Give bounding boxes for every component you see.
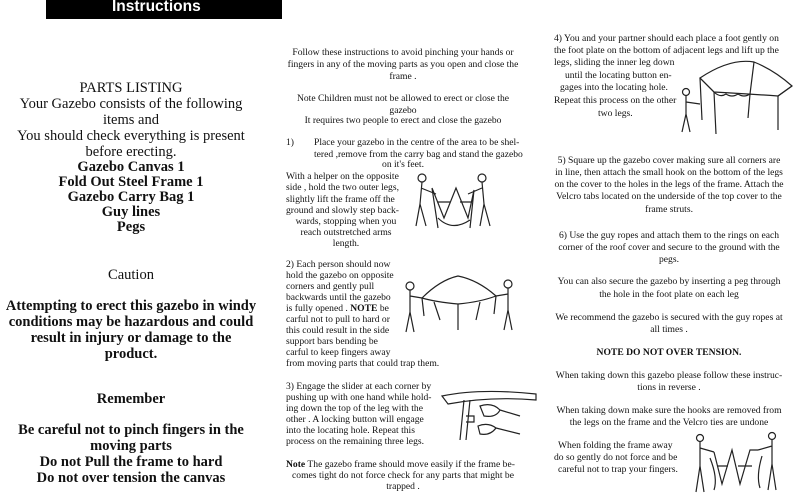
remember-line-4: Do not over tension the canvas xyxy=(36,470,226,486)
recommend-line-1: We recommend the gazebo is secured with the guy ropes at xyxy=(555,312,783,323)
also-line-1: You can also secure the gazebo by inserting a peg through xyxy=(557,276,781,287)
step3-illustration xyxy=(440,386,540,442)
remember-line-3: Do not Pull the frame to hard xyxy=(39,454,223,470)
fold-illustration xyxy=(688,428,784,494)
step2-line-6: carful not to pull to hard or xyxy=(286,314,390,325)
step2-line-5c: be xyxy=(377,303,389,314)
children-note-3: It requires two people to erect and close the gazebo xyxy=(304,115,502,126)
step3-line-1: 3) Engage the slider at each corner by xyxy=(286,381,432,392)
step4-line-2: the foot plate on the bottom of adjacent legs and lift up the xyxy=(554,45,779,56)
check-line-2: before erecting. xyxy=(85,144,177,160)
intro-line-3: frame . xyxy=(389,71,417,82)
caution-line-4: product. xyxy=(104,346,158,362)
part-frame: Fold Out Steel Frame 1 xyxy=(58,174,204,190)
fold-line-2: do so gently do not force and be xyxy=(554,452,678,463)
step6-line-1: 6) Use the guy ropes and attach them to the rings on each xyxy=(558,230,780,241)
items-line: items and xyxy=(103,112,159,128)
step2-illustration xyxy=(400,272,518,334)
step3-line-3: ing down the top of the leg with the xyxy=(286,403,423,414)
step4-illustration xyxy=(680,56,796,138)
also-line-2: the hole in the foot plate on each leg xyxy=(599,289,739,300)
fold-line-1: When folding the frame away xyxy=(558,440,673,451)
step2-line-2: hold the gazebo on opposite xyxy=(286,270,394,281)
intro-line-1: Follow these instructions to avoid pinching your hands or xyxy=(292,47,514,58)
fold-line-3: careful not to trap your fingers. xyxy=(558,464,678,475)
step4-line-3: legs, sliding the inner leg down xyxy=(554,57,675,68)
children-note-1: Note Children must not be allowed to erect or close the xyxy=(296,93,510,104)
takedown-line-1: When taking down this gazebo please follow these instruc- xyxy=(555,370,783,381)
frame-note-line-3: trapped . xyxy=(386,481,420,492)
step1-line-7: ground and slowly step back- xyxy=(286,205,399,216)
step5-line-3: on the cover to the holes in the legs of the frame. Attach the xyxy=(554,179,784,190)
step3-line-2: pushing up with one hand while hold- xyxy=(286,392,432,403)
step1-line-9: reach outstretched arms xyxy=(300,227,392,238)
step1-line-4: With a helper on the opposite xyxy=(286,171,399,182)
step2-line-7: this could result in the side xyxy=(286,325,390,336)
step1-number: 1) xyxy=(286,137,294,148)
step2-line-9: carful to keep fingers away xyxy=(286,347,391,358)
part-guy-lines: Guy lines xyxy=(101,204,161,220)
recommend-line-2: all times . xyxy=(650,324,688,335)
step1-line-1: Place your gazebo in the centre of the area to be shel- xyxy=(314,137,520,148)
part-bag: Gazebo Carry Bag 1 xyxy=(67,189,195,205)
remember-line-2: moving parts xyxy=(90,438,172,454)
instructions-header-bar xyxy=(46,0,282,19)
frame-note-line-1 xyxy=(286,459,515,470)
remember-heading: Remember xyxy=(96,391,166,407)
part-canvas: Gazebo Canvas 1 xyxy=(77,159,185,175)
consists-line: Your Gazebo consists of the following xyxy=(19,96,243,112)
caution-heading: Caution xyxy=(108,267,154,283)
step2-line-1: 2) Each person should now xyxy=(286,259,391,270)
step1-illustration xyxy=(408,168,498,248)
step1-line-10: length. xyxy=(332,238,360,249)
step5-line-4: Velcro tabs located on the underside of the top cover to the xyxy=(556,191,782,202)
parts-heading: PARTS LISTING xyxy=(79,80,183,96)
hooks-line-2: the legs on the frame and the Velcro ties are undone xyxy=(569,417,769,428)
step5-line-2: in line, then attach the small hook on the bottom of the legs xyxy=(555,167,783,178)
over-tension-note: NOTE DO NOT OVER TENSION. xyxy=(596,347,742,358)
step5-line-5: frame struts. xyxy=(645,204,693,215)
step4-line-4: until the locating button en- xyxy=(565,70,672,81)
step2-line-5a: is fully opened . xyxy=(286,303,351,314)
step5-line-1: 5) Square up the gazebo cover making sure all corners are xyxy=(557,155,781,166)
step1-line-5: side , hold the two outer legs, xyxy=(286,182,399,193)
step2-line-8: support bars bending be xyxy=(286,336,378,347)
children-note-2: gazebo xyxy=(389,105,417,116)
step2-line-4: backwards until the gazebo xyxy=(286,292,391,303)
step4-line-5: gages into the locating hole. xyxy=(560,82,668,93)
remember-line-1: Be careful not to pinch fingers in the xyxy=(18,422,244,438)
step3-line-4: other . A locking button will engage xyxy=(286,414,424,425)
step1-line-8: wards, stopping when you xyxy=(295,216,397,227)
takedown-line-2: tions in reverse . xyxy=(637,382,701,393)
step4-line-6: Repeat this process on the other xyxy=(554,95,677,106)
step4-line-7: two legs. xyxy=(598,108,633,119)
step4-line-1: 4) You and your partner should each place a foot gently on xyxy=(554,33,779,44)
hooks-line-1: When taking down make sure the hooks are removed from xyxy=(556,405,782,416)
step6-line-2: corner of the roof cover and secure to the ground with the xyxy=(558,242,780,253)
check-line-1: You should check everything is present xyxy=(17,128,245,144)
step2-note-label: NOTE xyxy=(350,303,378,314)
step3-line-6: process on the remaining three legs. xyxy=(286,436,424,447)
caution-line-2: conditions may be hazardous and could xyxy=(8,314,254,330)
part-pegs: Pegs xyxy=(116,219,146,235)
frame-note-label: Note xyxy=(286,459,306,470)
step2-line-5 xyxy=(286,303,389,314)
step1-line-2: tered ,remove from the carry bag and stand the gazebo xyxy=(314,149,523,160)
intro-line-2: fingers in any of the moving parts as you open and close the xyxy=(287,59,519,70)
step6-line-3: pegs. xyxy=(659,254,679,265)
caution-line-3: result in injury or damage to the xyxy=(30,330,232,346)
frame-note-line-2: comes tight do not force check for any parts that might be xyxy=(292,470,514,481)
step1-line-3: on it's feet. xyxy=(382,159,424,170)
step1-line-6: slightly lift the frame off the xyxy=(286,194,395,205)
frame-note-text: The gazebo frame should move easily if the frame be- xyxy=(305,459,515,470)
header-title: Instructions xyxy=(112,0,201,15)
step2-line-10: from moving parts that could trap them. xyxy=(286,358,440,369)
step3-line-5: into the locating hole. Repeat this xyxy=(286,425,415,436)
step2-line-3: corners and gently pull xyxy=(286,281,375,292)
caution-line-1: Attempting to erect this gazebo in windy xyxy=(5,298,257,314)
